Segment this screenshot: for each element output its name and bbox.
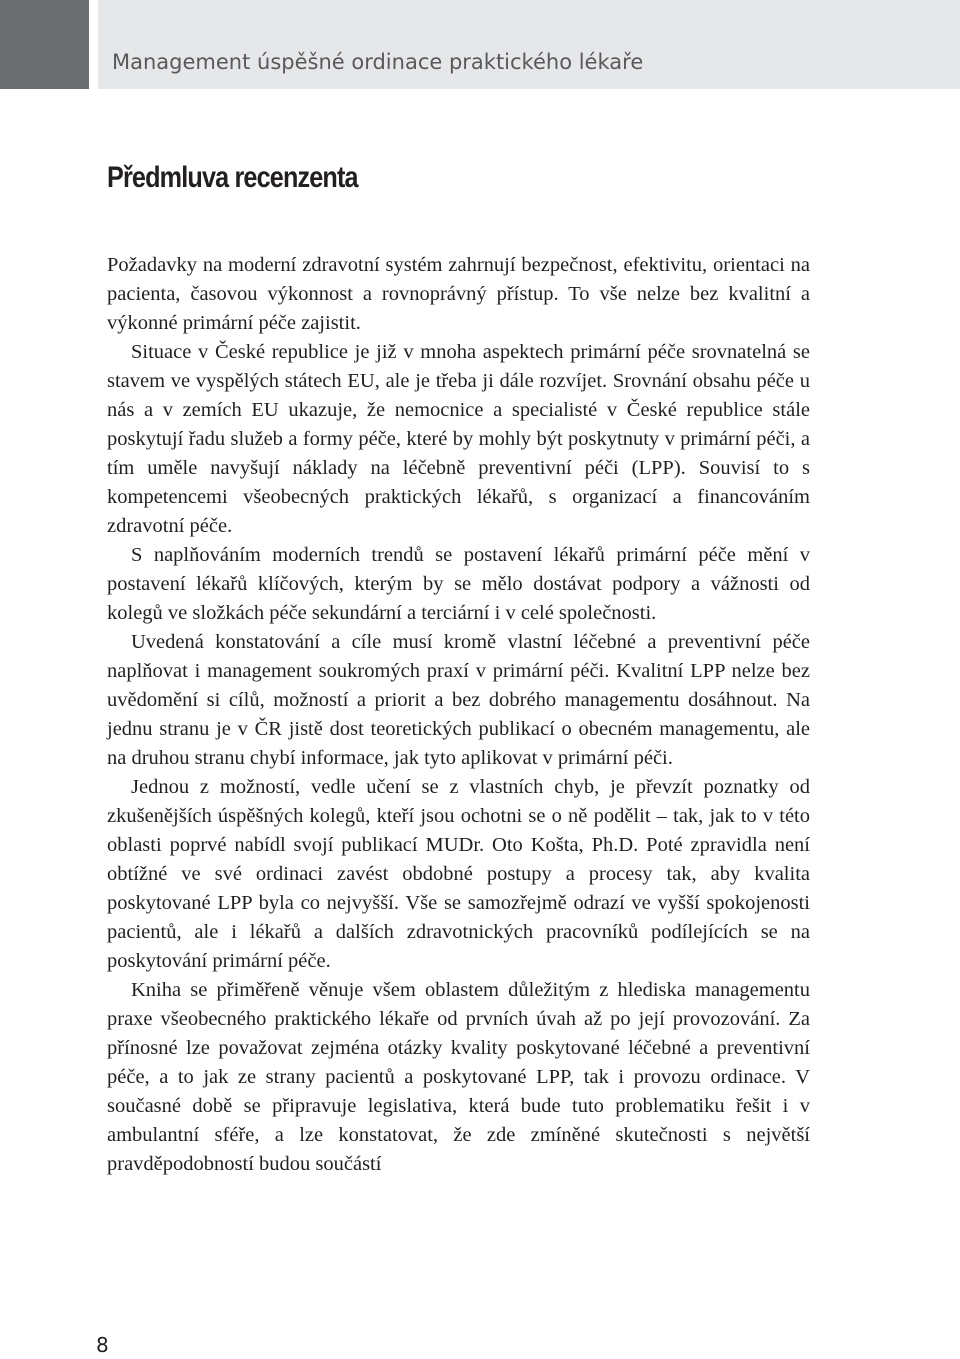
paragraph-3: S naplňováním moderních trendů se postavení lékařů primární péče mění v postavení lékařů klíčových, kterým by se mělo dostávat podpory a vážnosti od kolegů ve složkách péče sekundární a terciární i v celé společnosti. xyxy=(107,544,810,624)
body-text xyxy=(107,251,810,1179)
chapter-title: Předmluva recenzenta xyxy=(107,161,358,194)
paragraph-4: Uvedená konstatování a cíle musí kromě vlastní léčebné a preventivní péče naplňovat i management soukromých praxí v primární péči. Kvalitní LPP nelze bez uvědomění si cílů, možností a priorit a bez dobrého managementu dosáhnout. Na jednu stranu je v ČR jistě dost teoretických publikací o obecném managementu, ale na druhou stranu chybí informace, jak tyto aplikovat v primární péči. xyxy=(107,631,810,769)
paragraph-5: Jednou z možností, vedle učení se z vlastních chyb, je převzít poznatky od zkušenějších úspěšných kolegů, kteří jsou ochotni se o ně podělit – tak, jak to v této oblasti poprvé nabídl svojí publikací MUDr. Oto Košta, Ph.D. Poté zpravidla není obtížné ve své ordinaci zavést obdobné postupy a procesy tak, aby kvalita poskytované LPP byla co nejvyšší. Vše se samozřejmě odrazí ve vyšší spokojenosti pacientů, ale i lékařů a dalších zdravotnických pracovníků podílejících se na poskytování primární péče. xyxy=(107,776,810,972)
corner-accent-block xyxy=(0,0,89,89)
running-header-title: Management úspěšné ordinace praktického lékaře xyxy=(112,50,644,74)
page-number: 8 xyxy=(96,1333,109,1357)
header-band xyxy=(98,0,960,89)
paragraph-6: Kniha se přiměřeně věnuje všem oblastem důležitým z hlediska managementu praxe všeobecného praktického lékaře od prvních úvah až po její provozování. Za přínosné lze považovat zejména otázky kvality poskytované léčebné a preventivní péče, a to jak ze strany pacientů a poskytované LPP, tak i provozu ordinace. V současné době se připravuje legislativa, která bude tuto problematiku řešit i v ambulantní sféře, a lze konstatovat, že zde zmíněné skutečnosti s největší pravděpodobností budou součástí xyxy=(107,979,810,1175)
paragraph-2: Situace v České republice je již v mnoha aspektech primární péče srovnatelná se stavem ve vyspělých státech EU, ale je třeba ji dále rozvíjet. Srovnání obsahu péče u nás a v zemích EU ukazuje, že nemocnice a specialisté v České republice stále poskytují řadu služeb a formy péče, které by mohly být poskytnuty v primární péči, a tím uměle navyšují náklady na léčebně preventivní péči (LPP). Souvisí to s kompetencemi všeobecných praktických lékařů, s organizací a financováním zdravotní péče. xyxy=(107,341,810,537)
paragraph-1: Požadavky na moderní zdravotní systém zahrnují bezpečnost, efektivitu, orientaci na pacienta, časovou výkonnost a rovnoprávný přístup. To vše nelze bez kvalitní a výkonné primární péče zajistit. xyxy=(107,254,810,334)
